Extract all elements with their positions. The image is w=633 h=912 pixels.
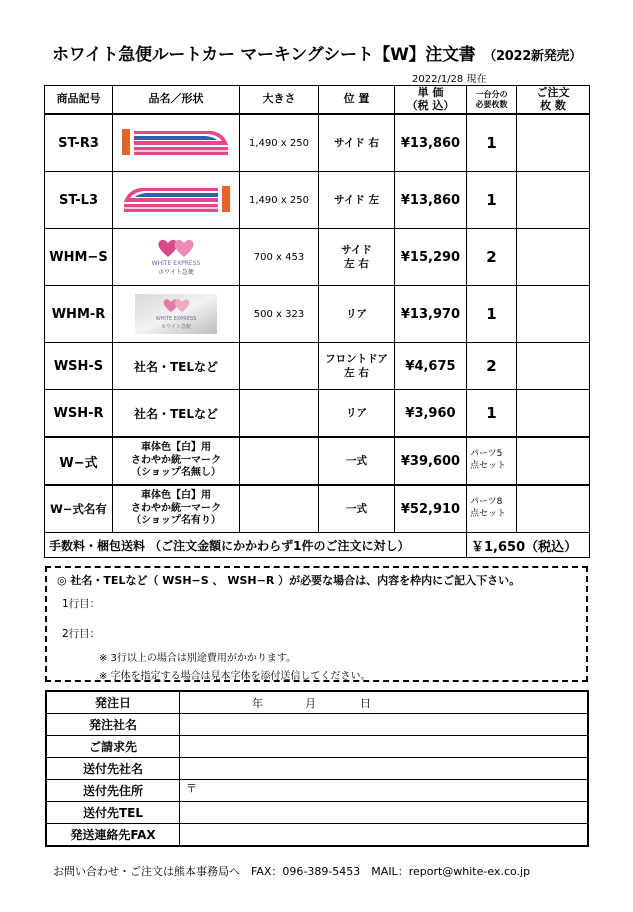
order-qty-cell[interactable] — [517, 485, 590, 533]
order-qty-cell[interactable] — [517, 229, 590, 286]
item-position — [319, 343, 395, 390]
info-label: 送付先社名 — [46, 758, 180, 780]
item-code: WSH-R — [45, 390, 113, 438]
set-parts — [467, 485, 517, 533]
order-qty-cell[interactable] — [517, 286, 590, 343]
order-qty-cell[interactable] — [517, 172, 590, 229]
title-main: ホワイト急便ルートカー マーキングシート【W】注文書 — [52, 45, 476, 65]
billing-field[interactable] — [180, 736, 589, 758]
item-image-cell — [113, 172, 240, 229]
date-year-label: 年 — [252, 697, 263, 710]
table-row-set — [45, 485, 590, 533]
info-label: ご請求先 — [46, 736, 180, 758]
as-of-date: 2022/1/28 現在 — [412, 74, 487, 85]
order-header-l1: ご注文 — [536, 85, 570, 99]
set-name-line1: 車体色【白】用 — [141, 442, 211, 454]
price-header-l1: 単 価 — [417, 85, 444, 99]
order-qty-cell[interactable] — [517, 343, 590, 390]
item-name: 社名・TELなど — [113, 390, 240, 438]
stripe-right-image — [120, 125, 232, 161]
item-code: WSH-S — [45, 343, 113, 390]
logo-brand-text: WHITE EXPRESS — [151, 260, 201, 267]
table-row — [45, 343, 590, 390]
item-required-qty: 2 — [467, 229, 517, 286]
remark-font-sample: ※ 字体を指定する場合は見本字体を添付送信してください。 — [99, 671, 371, 682]
item-code: WHM-R — [45, 286, 113, 343]
info-label: 発注日 — [46, 691, 180, 714]
info-row — [46, 802, 588, 824]
table-row — [45, 172, 590, 229]
customer-info-table — [45, 690, 589, 847]
price-header-l2: （税 込） — [406, 98, 455, 112]
col-header-order-qty — [517, 86, 590, 115]
set-name-line3: （ショップ名有り） — [131, 515, 221, 527]
item-size — [240, 390, 319, 438]
set-position: 一式 — [319, 485, 395, 533]
item-code: ST-R3 — [45, 114, 113, 172]
ship-company-field[interactable] — [180, 758, 589, 780]
ship-tel-field[interactable] — [180, 802, 589, 824]
order-qty-cell[interactable] — [517, 114, 590, 172]
set-size — [240, 485, 319, 533]
info-row — [46, 714, 588, 736]
per-unit-header-l2: 必要枚数 — [475, 99, 508, 109]
per-unit-header-l1: 一台分の — [475, 90, 508, 100]
rear-logo-image — [135, 294, 217, 334]
col-header-position: 位 置 — [319, 86, 395, 115]
contact-fax-field[interactable] — [180, 824, 589, 847]
item-position: リア — [319, 390, 395, 438]
item-required-qty: 1 — [467, 390, 517, 438]
item-price: ¥4,675 — [395, 343, 467, 390]
table-row — [45, 286, 590, 343]
item-position: サイド 右 — [319, 114, 395, 172]
title-subtitle: （2022新発売） — [483, 49, 582, 64]
stripe-left-image — [120, 182, 232, 218]
position-line2: 左 右 — [344, 258, 369, 270]
table-row — [45, 229, 590, 286]
info-label: 発注社名 — [46, 714, 180, 736]
fee-label: 手数料・梱包送料 （ご注文金額にかかわらず1件のご注文に対し） — [45, 533, 467, 558]
item-price: ¥13,860 — [395, 172, 467, 229]
parts-line1: パーツ8 — [470, 497, 503, 508]
item-required-qty: 1 — [467, 172, 517, 229]
col-header-name: 品名／形状 — [113, 86, 240, 115]
info-row — [46, 691, 588, 714]
item-code: ST-L3 — [45, 172, 113, 229]
parts-line1: パーツ5 — [470, 449, 503, 460]
order-qty-cell[interactable] — [517, 437, 590, 485]
set-name-line3: （ショップ名無し） — [131, 467, 221, 479]
set-name-line2: さわやか統一マーク — [131, 502, 221, 514]
col-header-size — [240, 86, 319, 115]
date-month-label: 月 — [305, 697, 316, 710]
fee-row — [45, 533, 590, 558]
item-price: ¥3,960 — [395, 390, 467, 438]
item-price: ¥13,970 — [395, 286, 467, 343]
item-size — [240, 343, 319, 390]
info-row — [46, 758, 588, 780]
item-size: 500 x 323 — [240, 286, 319, 343]
custom-text-box — [45, 566, 588, 682]
item-required-qty: 2 — [467, 343, 517, 390]
item-code: WHM−S — [45, 229, 113, 286]
item-position: サイド 左 — [319, 172, 395, 229]
order-date-field[interactable] — [180, 691, 589, 714]
footer-contact: お問い合わせ・ご注文は熊本事務局へ FAX：096-389-5453 MAIL：report@white-ex.co.jp — [53, 865, 531, 878]
item-image-cell — [113, 229, 240, 286]
rear-logo-brand-text: WHITE EXPRESS — [155, 316, 197, 322]
set-position: 一式 — [319, 437, 395, 485]
item-price: ¥13,860 — [395, 114, 467, 172]
item-image-cell — [113, 286, 240, 343]
rear-logo-shop-text: ホワイト急便 — [161, 324, 191, 330]
set-name-line2: さわやか統一マーク — [131, 454, 221, 466]
remark-extra-lines: ※ 3行以上の場合は別途費用がかかります。 — [99, 653, 297, 664]
order-header-l2: 枚 数 — [540, 98, 566, 112]
item-position — [319, 229, 395, 286]
position-line1: フロントドア — [325, 352, 388, 365]
info-label: 発送連絡先FAX — [46, 824, 180, 847]
info-row — [46, 824, 588, 847]
custom-text-instruction: ◎ 社名・TELなど（ WSH−S 、 WSH−R ）が必要な場合は、内容を枠内にご記入下さい。 — [57, 574, 521, 587]
info-row — [46, 736, 588, 758]
info-label: 送付先住所 — [46, 780, 180, 802]
logo-shop-text: ホワイト急便 — [158, 269, 194, 276]
set-price: ¥39,600 — [395, 437, 467, 485]
item-name: 社名・TELなど — [113, 343, 240, 390]
fee-amount: ￥1,650（税込） — [467, 533, 590, 558]
col-header-per-unit — [467, 86, 517, 115]
size-header-label: 大きさ — [262, 92, 296, 106]
item-price: ¥15,290 — [395, 229, 467, 286]
set-code: W−式 — [45, 437, 113, 485]
set-code: W−式名有 — [45, 485, 113, 533]
item-required-qty: 1 — [467, 114, 517, 172]
ordering-company-field[interactable] — [180, 714, 589, 736]
item-required-qty: 1 — [467, 286, 517, 343]
position-line1: サイド — [341, 243, 372, 256]
parts-line2: 点セット — [470, 461, 507, 471]
set-name — [113, 485, 240, 533]
page-title — [52, 40, 582, 65]
white-express-logo-image — [136, 237, 216, 277]
item-image-cell — [113, 114, 240, 172]
order-table — [44, 85, 590, 558]
set-size — [240, 437, 319, 485]
item-position: リア — [319, 286, 395, 343]
table-row — [45, 114, 590, 172]
custom-text-line2-field[interactable]: 2行目： — [62, 628, 101, 640]
table-row — [45, 390, 590, 438]
col-header-code: 商品記号 — [45, 86, 113, 115]
set-name-line1: 車体色【白】用 — [141, 490, 211, 502]
col-header-price — [395, 86, 467, 115]
set-parts — [467, 437, 517, 485]
item-size: 1,490 x 250 — [240, 172, 319, 229]
item-size: 700 x 453 — [240, 229, 319, 286]
info-label: 送付先TEL — [46, 802, 180, 824]
position-line2: 左 右 — [344, 367, 369, 379]
date-day-label: 日 — [360, 697, 371, 710]
set-name — [113, 437, 240, 485]
ship-address-field[interactable]: 〒 — [180, 780, 589, 802]
item-size: 1,490 x 250 — [240, 114, 319, 172]
info-row — [46, 780, 588, 802]
order-qty-cell[interactable] — [517, 390, 590, 438]
table-row-set — [45, 437, 590, 485]
set-price: ¥52,910 — [395, 485, 467, 533]
custom-text-line1-field[interactable]: 1行目： — [62, 598, 101, 610]
order-table-header — [45, 86, 590, 115]
parts-line2: 点セット — [470, 509, 507, 519]
